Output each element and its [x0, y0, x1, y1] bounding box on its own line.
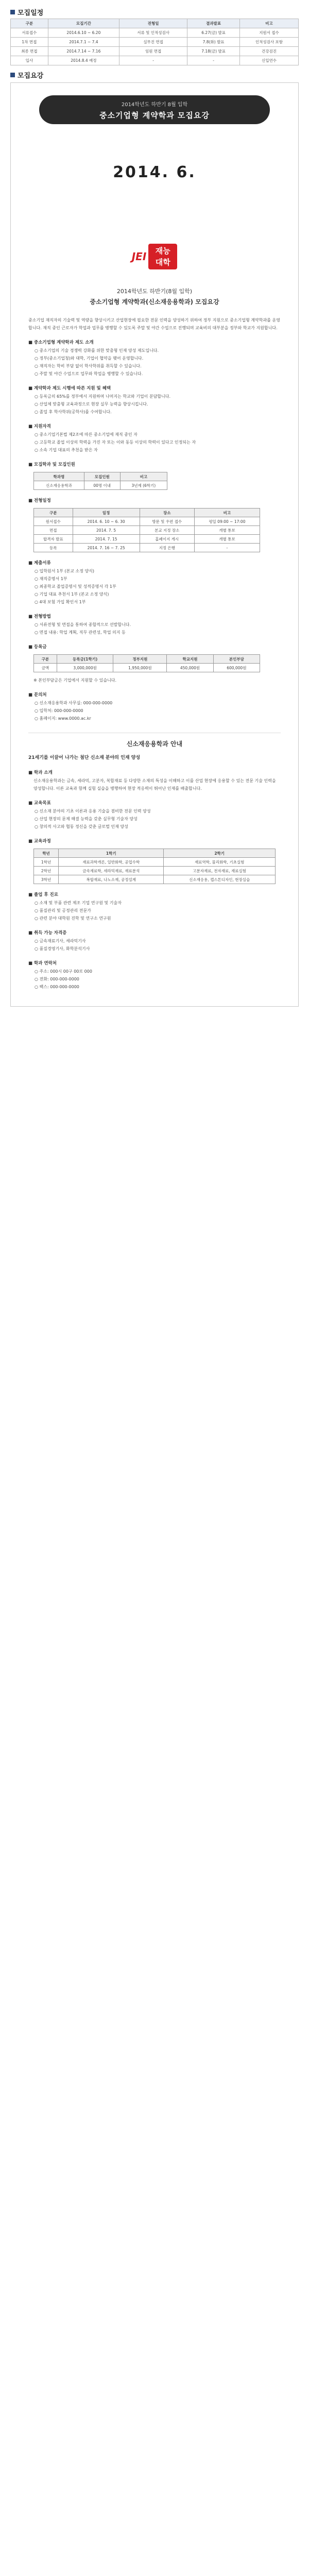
- section-heading: ■ 전형일정: [28, 497, 281, 505]
- dept-subtitle: 21세기를 이끌어 나가는 첨단 신소재 분야의 인재 양성: [28, 755, 141, 760]
- section-heading: ■ 취득 가능 자격증: [28, 929, 281, 937]
- table-cell: 2014. 7. 5: [73, 526, 140, 535]
- table-cell: 3,000,000원: [57, 664, 113, 672]
- table-cell: 복합재료, 나노소재, 공정설계: [59, 875, 164, 884]
- section-heading: ■ 전형방법: [28, 613, 281, 621]
- table-cell: 최종 면접: [11, 47, 48, 56]
- summary-header-cell: 전형일: [119, 19, 187, 28]
- list-item: ○ 고등학교 졸업 이상의 학력을 가진 자 또는 이와 동등 이상의 학력이 있다고 인정되는 자: [28, 438, 281, 446]
- table-cell: 실무진 면접: [119, 38, 187, 47]
- table-cell: 지정 은행: [140, 544, 194, 552]
- tuition-table: [33, 654, 260, 672]
- list-item: ○ 홈페이지: www.0000.ac.kr: [28, 715, 281, 722]
- list-item: ○ 창의적 사고와 협동 정신을 갖춘 글로벌 인재 양성: [28, 823, 281, 831]
- table-cell: 2014.8.4 예정: [48, 56, 119, 65]
- poster-title: [11, 287, 298, 306]
- dept-title: 신소재응용학과 안내: [126, 740, 183, 748]
- table-row: [34, 472, 167, 481]
- section-heading: ■ 모집학과 및 모집인원: [28, 461, 281, 469]
- list-item: ○ 산업체 맞춤형 교육과정으로 현장 실무 능력을 향상시킵니다.: [28, 400, 281, 408]
- table-row: [34, 664, 260, 672]
- table-header-cell: 비고: [120, 472, 167, 481]
- section-heading: ■ 문의처: [28, 691, 281, 699]
- table-cell: 2014.6.10 ~ 6.20: [48, 28, 119, 38]
- list-item: ○ 주소: 000시 00구 00로 000: [28, 968, 281, 975]
- table-cell: 신소재응용학과: [34, 481, 84, 490]
- list-item: ○ 전화: 000-000-0000: [28, 975, 281, 983]
- curriculum-table: [33, 849, 276, 884]
- table-cell: 450,000원: [167, 664, 213, 672]
- list-item: ○ 신소재응용학과 사무실: 000-000-0000: [28, 699, 281, 707]
- table-row: [34, 858, 276, 867]
- table-row: [34, 526, 260, 535]
- list-item: ○ 품질관리 및 공정관리 전문가: [28, 907, 281, 914]
- table-cell: 3년제 (6학기): [120, 481, 167, 490]
- list-item: ○ 정부(중소기업청)와 대학, 기업이 협약을 맺어 운영합니다.: [28, 354, 281, 362]
- list-item: ○ 면접 내용: 학업 계획, 직무 관련성, 학업 의지 등: [28, 629, 281, 636]
- table-cell: 홈페이지 게시: [140, 535, 194, 544]
- table-cell: 7.8(화) 발표: [187, 38, 240, 47]
- square-bullet-icon: [10, 10, 15, 14]
- summary-header-cell: 결과발표: [187, 19, 240, 28]
- table-cell: 신입연수: [240, 56, 299, 65]
- list-item: ○ 중소기업기본법 제2조에 따른 중소기업에 재직 중인 자: [28, 431, 281, 438]
- table-cell: 인적성검사 포함: [240, 38, 299, 47]
- table-header-cell: 학년: [34, 849, 59, 858]
- list-item: ○ 관련 분야 대학원 진학 및 연구소 연구원: [28, 914, 281, 922]
- list-item: ○ 입학처: 000-000-0000: [28, 707, 281, 715]
- list-item: ○ 재직증명서 1부: [28, 575, 281, 583]
- table-row: [34, 509, 260, 517]
- logo-mark-line: 대학: [155, 257, 170, 267]
- table-cell: 600,000원: [213, 664, 260, 672]
- table-row: [34, 544, 260, 552]
- summary-table: [10, 19, 299, 65]
- list-item: ○ 산업 현장의 문제 해결 능력을 갖춘 실무형 기술자 양성: [28, 815, 281, 823]
- summary-header-row: [11, 19, 299, 28]
- table-cell: 금액: [34, 664, 57, 672]
- table-cell: 고분자재료, 전자재료, 재료실험: [164, 867, 276, 875]
- table-cell: 신소재응용, 캡스톤디자인, 현장실습: [164, 875, 276, 884]
- intro-paragraph: 중소기업 재직자의 기술력 및 역량을 향상시키고 산업현장에 필요한 전문 인력을 양성하기 위하여 정부 지원으로 중소기업형 계약학과를 운영합니다. 재직 중인 근로자가 학업과 업무를 병행할 수 있도록 주말 및 야간 수업으로 진행되며 교육비의 대부분을 정부와 학교가 지원합니다.: [28, 318, 280, 330]
- table-cell: 등록: [34, 544, 73, 552]
- logo-mark-icon: [148, 244, 177, 269]
- square-bullet-icon: [10, 73, 15, 77]
- schedule-table: [33, 508, 260, 552]
- section-heading: ■ 계약학과 제도 시행에 따른 지원 및 혜택: [28, 385, 281, 393]
- table-cell: 2014.7.1 ~ 7.4: [48, 38, 119, 47]
- summary-section-title: 모집일정: [10, 7, 43, 17]
- table-cell: 개별 통보: [194, 535, 260, 544]
- table-header-cell: 본인부담: [213, 655, 260, 664]
- table-cell: 00명 이내: [84, 481, 120, 490]
- section-heading: ■ 학과 소개: [28, 769, 281, 777]
- section-heading: ■ 교육목표: [28, 800, 281, 807]
- table-cell: -: [194, 544, 260, 552]
- banner-title: 중소기업형 계약학과 모집요강: [99, 111, 210, 120]
- list-item: ○ 소재 및 부품 관련 제조 기업 연구원 및 기술자: [28, 899, 281, 907]
- banner-subtitle: 2014학년도 하반기 8월 입학: [121, 102, 188, 108]
- quota-table: [33, 472, 167, 490]
- list-item: ○ 재직자는 학비 부담 없이 학사학위를 취득할 수 있습니다.: [28, 362, 281, 370]
- list-item: ○ 최종학교 졸업증명서 및 성적증명서 각 1부: [28, 583, 281, 590]
- summary-header-cell: 구분: [11, 19, 48, 28]
- table-header-cell: 일정: [73, 509, 140, 517]
- summary-header-cell: 비고: [240, 19, 299, 28]
- list-item: ○ 소속 기업 대표의 추천을 받은 자: [28, 446, 281, 454]
- poster-title-line: 2014학년도 하반기(8월 입학): [116, 288, 193, 295]
- table-cell: 서류접수: [11, 28, 48, 38]
- table-cell: 2014. 7. 16 ~ 7. 25: [73, 544, 140, 552]
- table-row: [11, 38, 299, 47]
- list-item: ○ 신소재 분야의 기초 이론과 응용 기술을 겸비한 전문 인력 양성: [28, 807, 281, 815]
- section-heading: ■ 제출서류: [28, 560, 281, 567]
- table-row: [34, 517, 260, 526]
- table-cell: 본교 지정 장소: [140, 526, 194, 535]
- table-header-cell: 비고: [194, 509, 260, 517]
- list-item: ○ 4대 보험 가입 확인서 1부: [28, 598, 281, 606]
- table-cell: 건강검진: [240, 47, 299, 56]
- table-cell: 방문 및 우편 접수: [140, 517, 194, 526]
- list-item: ○ 졸업 후 학사학위(공학사)를 수여합니다.: [28, 408, 281, 416]
- table-cell: 2014.7.14 ~ 7.16: [48, 47, 119, 56]
- table-header-cell: 구분: [34, 655, 57, 664]
- list-item: ○ 기업 대표 추천서 1부 (본교 소정 양식): [28, 590, 281, 598]
- table-cell: 개별 통보: [194, 526, 260, 535]
- recruit-poster: [10, 82, 299, 1007]
- table-header-cell: 2학기: [164, 849, 276, 858]
- summary-header-cell: 모집기간: [48, 19, 119, 28]
- table-cell: 재료과학개론, 일반화학, 공업수학: [59, 858, 164, 867]
- table-cell: 2014. 6. 10 ~ 6. 30: [73, 517, 140, 526]
- university-logo: [123, 242, 186, 270]
- list-item: ○ 서류전형 및 면접을 통하여 종합적으로 선발합니다.: [28, 621, 281, 629]
- table-cell: 7.18(금) 발표: [187, 47, 240, 56]
- table-cell: 임원 면접: [119, 47, 187, 56]
- table-row: [34, 849, 276, 858]
- table-cell: 3학년: [34, 875, 59, 884]
- poster-banner: [39, 95, 270, 124]
- table-header-cell: 장소: [140, 509, 194, 517]
- table-cell: 6.27(금) 발표: [187, 28, 240, 38]
- table-header-cell: 구분: [34, 509, 73, 517]
- table-cell: 1학년: [34, 858, 59, 867]
- table-cell: 합격자 발표: [34, 535, 73, 544]
- dept-intro-paragraph: 신소재응용학과는 금속, 세라믹, 고분자, 복합재료 등 다양한 소재의 특성을 이해하고 이를 산업 현장에 응용할 수 있는 전문 기술 인력을 양성합니다. 이론 교육과 함께 실험 실습을 병행하여 현장 적응력이 뛰어난 인재를 배출합니다.: [33, 778, 276, 791]
- table-row: [34, 867, 276, 875]
- table-header-cell: 1학기: [59, 849, 164, 858]
- summary-table-wrap: [10, 19, 299, 65]
- table-cell: 서류 및 인적성검사: [119, 28, 187, 38]
- table-cell: -: [119, 56, 187, 65]
- table-row: [34, 655, 260, 664]
- logo-mark-line: 재능: [155, 246, 170, 256]
- table-cell: 1,950,000원: [113, 664, 167, 672]
- list-item: ○ 중소기업의 기술 경쟁력 강화를 위한 맞춤형 인재 양성 제도입니다.: [28, 347, 281, 354]
- table-cell: -: [187, 56, 240, 65]
- poster-body: [11, 306, 298, 1006]
- poster-title-line: 중소기업형 계약학과(신소재응용학과) 모집요강: [90, 298, 219, 306]
- table-header-cell: 모집인원: [84, 472, 120, 481]
- section-heading: ■ 졸업 후 진로: [28, 891, 281, 899]
- section-heading: ■ 중소기업형 계약학과 제도 소개: [28, 339, 281, 347]
- table-header-cell: 학과명: [34, 472, 84, 481]
- table-cell: 면접: [34, 526, 73, 535]
- table-row: [34, 535, 260, 544]
- table-row: [11, 47, 299, 56]
- table-header-cell: 학교지원: [167, 655, 213, 664]
- tuition-note: ※ 본인부담금은 기업에서 지원할 수 있습니다.: [33, 678, 117, 683]
- table-cell: 입사: [11, 56, 48, 65]
- table-row: [11, 28, 299, 38]
- section-heading: ■ 학과 연락처: [28, 960, 281, 968]
- table-cell: 1차 면접: [11, 38, 48, 47]
- table-cell: 2학년: [34, 867, 59, 875]
- poster-date: 2014. 6.: [113, 163, 196, 181]
- list-item: ○ 금속재료기사, 세라믹기사: [28, 937, 281, 945]
- table-cell: 2014. 7. 15: [73, 535, 140, 544]
- table-header-cell: 정부지원: [113, 655, 167, 664]
- list-item: ○ 등록금의 65%를 정부에서 지원하며 나머지는 학교와 기업이 분담합니다.: [28, 393, 281, 400]
- table-cell: 지원서 접수: [240, 28, 299, 38]
- section-heading: ■ 교육과정: [28, 838, 281, 845]
- list-item: ○ 주말 및 야간 수업으로 업무와 학업을 병행할 수 있습니다.: [28, 370, 281, 378]
- table-cell: 금속재료학, 세라믹재료, 재료분석: [59, 867, 164, 875]
- table-cell: 재료역학, 물리화학, 기초실험: [164, 858, 276, 867]
- logo-jei-text: JEI: [131, 250, 147, 263]
- table-row: [34, 875, 276, 884]
- section-heading: ■ 등록금: [28, 643, 281, 651]
- list-item: ○ 팩스: 000-000-0000: [28, 983, 281, 991]
- table-cell: 평일 09:00 ~ 17:00: [194, 517, 260, 526]
- list-item: ○ 입학원서 1부 (본교 소정 양식): [28, 567, 281, 575]
- list-item: ○ 품질경영기사, 화학분석기사: [28, 945, 281, 953]
- table-row: [34, 481, 167, 490]
- table-cell: 원서접수: [34, 517, 73, 526]
- recruit-section-title: 모집요강: [10, 70, 43, 80]
- table-row: [11, 56, 299, 65]
- table-header-cell: 등록금(1학기): [57, 655, 113, 664]
- section-heading: ■ 지원자격: [28, 423, 281, 431]
